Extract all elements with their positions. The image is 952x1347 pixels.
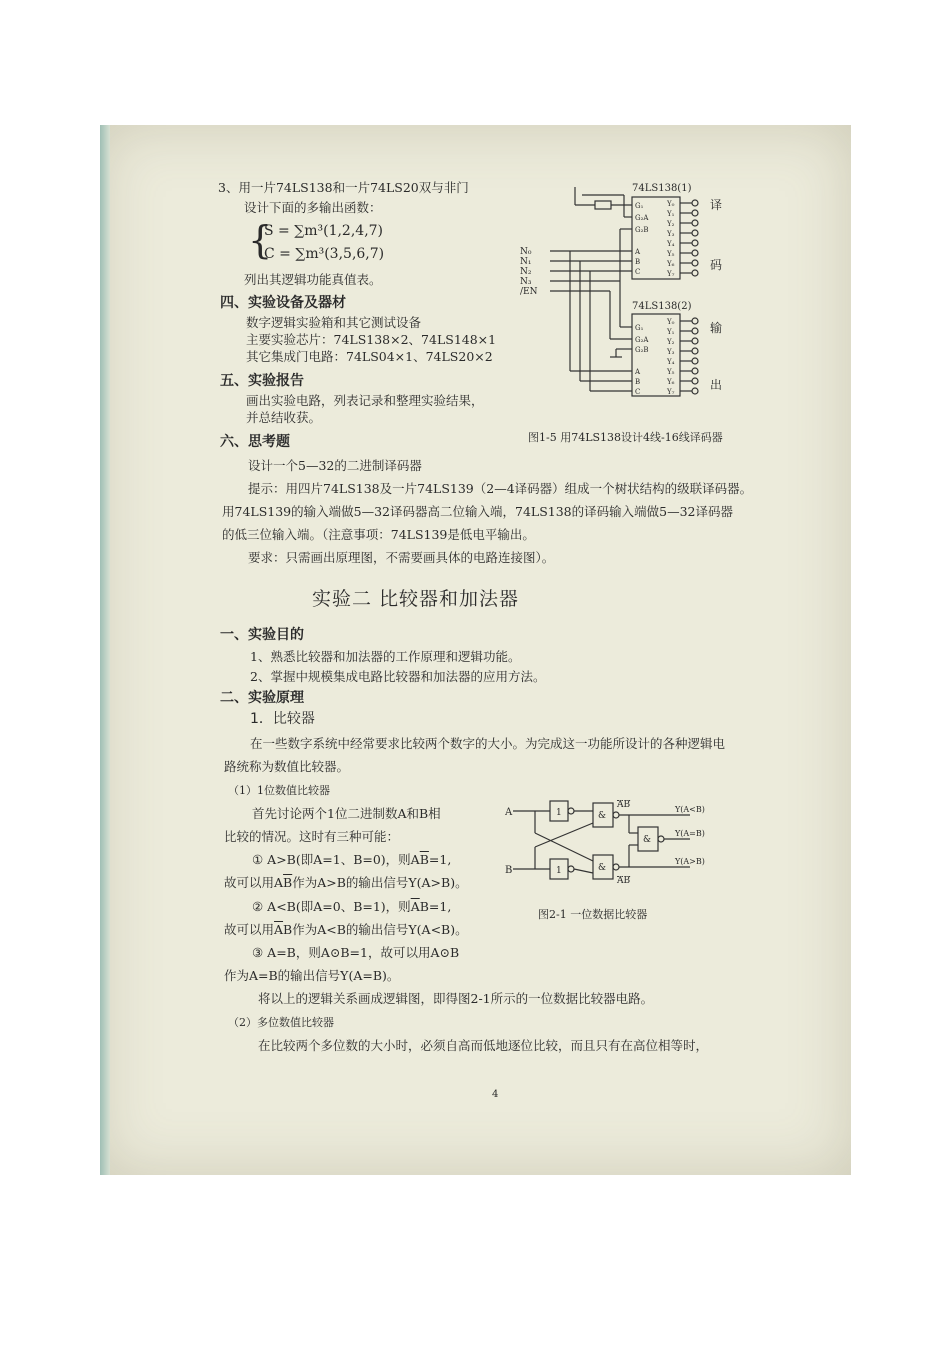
figure-2-1-comparator-circuit xyxy=(505,793,725,883)
exp2-aim: 2、掌握中规模集成电路比较器和加法器的应用方法。 xyxy=(250,669,546,684)
sec5-line: 并总结收获。 xyxy=(246,410,322,425)
sec6-line: 用74LS139的输入端做5—32译码器高二位输入端，74LS138的译码输入端做5—32译码器 xyxy=(222,504,733,519)
case2-line-b xyxy=(224,922,468,938)
sec5-heading: 五、实验报告 xyxy=(220,373,304,389)
chip1-pin-y2: Y₂ xyxy=(667,220,675,228)
chip2-label: 74LS138(2) xyxy=(632,301,692,312)
brace-symbol: { xyxy=(248,218,273,262)
page-number: 4 xyxy=(492,1089,499,1100)
experiment2-title: 实验二 比较器和加法器 xyxy=(312,588,520,610)
side-label-ma: 码 xyxy=(710,258,723,272)
exp2-aims-heading: 一、实验目的 xyxy=(220,627,304,643)
item3-line1: 3、用一片74LS138和一片74LS20双与非门 xyxy=(218,180,469,195)
case1-b-pre: 故可以用A xyxy=(224,875,284,890)
chip2-pin-a: A xyxy=(635,368,641,376)
chip1-pin-g2a: G₂A xyxy=(635,214,649,222)
chip2-pin-g2b: G₂B xyxy=(635,346,649,354)
figure-1-5-caption: 图1-5 用74LS138设计4线-16线译码器 xyxy=(528,431,723,444)
output-y-equal: Y(A=B) xyxy=(675,829,705,838)
case2-b-post: B作为A<B的输出信号Y(A<B)。 xyxy=(283,922,468,937)
exp2-sub1: （1）1位数值比较器 xyxy=(228,784,330,797)
chip2-pin-y1: Y₁ xyxy=(667,328,675,336)
equation-s: S = ∑m³(1,2,4,7) xyxy=(264,223,384,239)
exp2-principle-heading: 二、实验原理 xyxy=(220,690,304,706)
output-y-less: Y(A<B) xyxy=(675,805,705,814)
abar-b-label: AB xyxy=(617,800,631,810)
figure-1-5-decoder-circuit xyxy=(520,177,840,452)
sec4-heading: 四、实验设备及器材 xyxy=(220,295,346,311)
sec4-line: 其它集成门电路：74LS04×1、74LS20×2 xyxy=(246,349,493,364)
case1-line-b xyxy=(224,875,468,891)
input-n2: N₂ xyxy=(520,267,532,277)
case1-a-post: =1, xyxy=(428,852,452,867)
sec6-heading: 六、思考题 xyxy=(220,434,290,450)
exp2-para4: 在比较两个多位数的大小时，必须自高而低地逐位比较，而且只有在高位相等时， xyxy=(258,1038,709,1053)
exp2-aim: 1、熟悉比较器和加法器的工作原理和逻辑功能。 xyxy=(250,649,521,664)
chip2-pin-y0: Y₀ xyxy=(667,318,675,326)
exp2-sub2: （2）多位数值比较器 xyxy=(228,1016,334,1029)
sec5-line: 画出实验电路，列表记录和整理实验结果， xyxy=(246,393,484,408)
nor-label: & xyxy=(643,835,652,845)
sec6-line: 要求：只需画出原理图，不需要画具体的电路连接图）。 xyxy=(248,550,555,565)
sec6-line: 的低三位输入端。（注意事项：74LS139是低电平输出。 xyxy=(222,527,535,542)
chip1-pin-a: A xyxy=(635,248,641,256)
chip2-pin-g1: G₁ xyxy=(635,324,644,332)
chip1-pin-g1: G₁ xyxy=(635,202,644,210)
input-n0: N₀ xyxy=(520,247,532,257)
case3-line-a: ③ A=B，则A⊙B=1，故可以用A⊙B xyxy=(252,945,460,960)
chip1-pin-y5: Y₅ xyxy=(667,250,675,258)
input-n1: N₁ xyxy=(520,257,532,267)
chip1-label: 74LS138(1) xyxy=(632,183,692,194)
chip1-pin-c: C xyxy=(635,268,641,276)
exp2-para3: 将以上的逻辑关系画成逻辑图，即得图2-1所示的一位数据比较器电路。 xyxy=(258,991,654,1006)
case2-line-a xyxy=(252,899,451,915)
case2-a-pre: ② A<B(即A=0、B=1)，则 xyxy=(252,899,411,914)
side-label-shu: 输 xyxy=(710,321,723,335)
case2-b-overline: $\overline{A}$ xyxy=(274,922,284,937)
case1-line-a xyxy=(252,852,451,868)
chip1-pin-y7: Y₇ xyxy=(667,270,675,278)
exp2-para1: 在一些数字系统中经常要求比较两个数字的大小。为完成这一功能所设计的各种逻辑电 xyxy=(250,736,726,751)
chip2-pin-y6: Y₆ xyxy=(667,378,675,386)
input-b: B xyxy=(505,865,513,876)
case1-b-overline: $\overline{B}$ xyxy=(283,875,293,890)
page-edge-shadow xyxy=(100,125,110,1175)
equation-c: C = ∑m³(3,5,6,7) xyxy=(264,246,385,262)
chip2-pin-y7: Y₇ xyxy=(667,388,675,396)
exp2-para2b: 比较的情况。这时有三种可能： xyxy=(224,829,400,844)
chip1-pin-y0: Y₀ xyxy=(667,200,675,208)
sec6-line: 设计一个5—32的二进制译码器 xyxy=(248,458,422,473)
case1-b-post: 作为A>B的输出信号Y(A>B)。 xyxy=(292,875,468,890)
chip2-pin-y3: Y₃ xyxy=(667,348,675,356)
item3-line2: 设计下面的多输出函数： xyxy=(244,200,382,215)
chip2-pin-b: B xyxy=(635,378,641,386)
input-en: /EN xyxy=(520,287,538,297)
case2-a-overline: $\overline{A}$ xyxy=(410,899,420,914)
case1-a-overline: $\overline{B}$ xyxy=(419,852,429,867)
input-n3: N₃ xyxy=(520,277,532,287)
exp2-para2: 首先讨论两个1位二进制数A和B相 xyxy=(252,806,441,821)
case1-a-pre: ① A>B(即A=1、B=0)，则A xyxy=(252,852,420,867)
item3-line3: 列出其逻辑功能真值表。 xyxy=(244,272,382,287)
chip2-pin-y4: Y₄ xyxy=(667,358,675,366)
and-top-label: & xyxy=(598,811,607,821)
sec6-line: 提示：用四片74LS138及一片74LS139（2—4译码器）组成一个树状结构的级联译码器。 xyxy=(248,481,753,496)
chip1-pin-y6: Y₆ xyxy=(667,260,675,268)
side-label-yi: 译 xyxy=(710,198,723,212)
sec4-line: 数字逻辑实验箱和其它测试设备 xyxy=(246,315,422,330)
not-b-label: 1 xyxy=(556,866,562,876)
sec4-line: 主要实验芯片：74LS138×2、74LS148×1 xyxy=(246,332,497,347)
chip2-pin-y5: Y₅ xyxy=(667,368,675,376)
case2-b-pre: 故可以用 xyxy=(224,922,275,937)
exp2-para1b: 路统称为数值比较器。 xyxy=(224,759,350,774)
case2-a-post: B=1, xyxy=(419,899,452,914)
chip2-pin-y2: Y₂ xyxy=(667,338,675,346)
case3-line-b: 作为A=B的输出信号Y(A=B)。 xyxy=(224,968,400,983)
chip1-pin-g2b: G₂B xyxy=(635,226,649,234)
chip1-pin-y4: Y₄ xyxy=(667,240,675,248)
chip1-pin-y3: Y₃ xyxy=(667,230,675,238)
chip1-pin-y1: Y₁ xyxy=(667,210,675,218)
scanned-page xyxy=(100,125,851,1175)
side-label-chu: 出 xyxy=(710,378,723,392)
figure-2-1-caption: 图2-1 一位数据比较器 xyxy=(538,908,648,921)
output-y-greater: Y(A>B) xyxy=(675,857,705,866)
not-a-label: 1 xyxy=(556,808,562,818)
and-bottom-label: & xyxy=(598,863,607,873)
exp2-sub-comparator: 1．比较器 xyxy=(250,711,315,727)
a-bbar-label: AB xyxy=(617,876,631,883)
chip1-pin-b: B xyxy=(635,258,641,266)
chip2-pin-g2a: G₂A xyxy=(635,336,649,344)
chip2-pin-c: C xyxy=(635,388,641,396)
input-a: A xyxy=(505,807,513,818)
